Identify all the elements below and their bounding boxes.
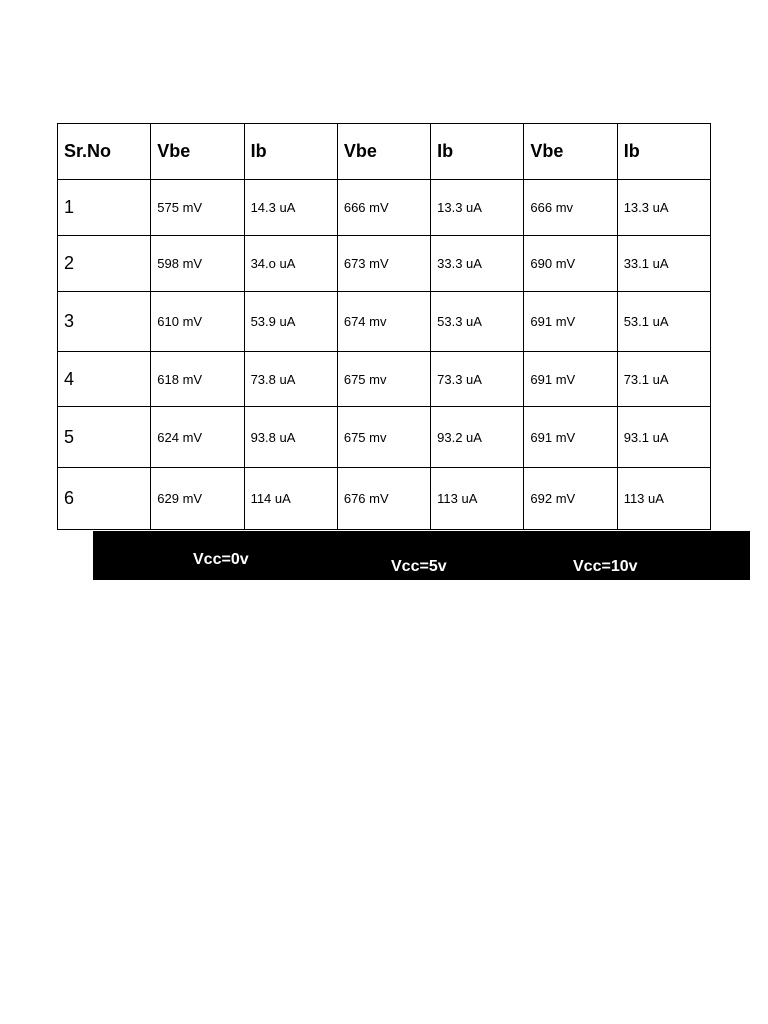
header-vbe-2: Vbe (337, 124, 430, 180)
header-sr-no: Sr.No (58, 124, 151, 180)
table-cell-sr-no: 6 (58, 468, 151, 530)
table-cell-sr-no: 2 (58, 236, 151, 292)
table-cell: 624 mV (151, 407, 244, 468)
table-row (58, 236, 711, 292)
table-cell: 93.8 uA (244, 407, 337, 468)
table-row (58, 352, 711, 407)
table-cell-sr-no: 1 (58, 180, 151, 236)
table-cell: 33.1 uA (617, 236, 710, 292)
table-cell: 692 mV (524, 468, 617, 530)
table-cell: 73.8 uA (244, 352, 337, 407)
caption-vcc-0v: Vcc=0v (193, 551, 249, 568)
table-cell: 676 mV (337, 468, 430, 530)
table-cell: 113 uA (431, 468, 524, 530)
header-vbe-1: Vbe (151, 124, 244, 180)
table-cell: 13.3 uA (431, 180, 524, 236)
table-cell: 53.3 uA (431, 292, 524, 352)
table-cell: 675 mv (337, 352, 430, 407)
table-cell: 666 mv (524, 180, 617, 236)
header-row (58, 124, 711, 180)
table-cell: 666 mV (337, 180, 430, 236)
header-ib-2: Ib (431, 124, 524, 180)
table-cell: 114 uA (244, 468, 337, 530)
table-cell: 690 mV (524, 236, 617, 292)
table-cell-sr-no: 4 (58, 352, 151, 407)
caption-vcc-10v: Vcc=10v (573, 558, 638, 575)
table-cell: 629 mV (151, 468, 244, 530)
header-ib-3: Ib (617, 124, 710, 180)
data-table (57, 123, 711, 530)
table-cell: 33.3 uA (431, 236, 524, 292)
table-cell: 73.1 uA (617, 352, 710, 407)
table-cell: 13.3 uA (617, 180, 710, 236)
table-cell: 610 mV (151, 292, 244, 352)
table-cell: 691 mV (524, 352, 617, 407)
table-cell: 34.o uA (244, 236, 337, 292)
table-cell-sr-no: 5 (58, 407, 151, 468)
caption-bar (93, 531, 750, 580)
table-cell: 691 mV (524, 407, 617, 468)
table-cell: 53.1 uA (617, 292, 710, 352)
caption-vcc-5v: Vcc=5v (391, 558, 447, 575)
table-cell: 691 mV (524, 292, 617, 352)
table-row (58, 407, 711, 468)
table-cell: 113 uA (617, 468, 710, 530)
table-cell: 93.1 uA (617, 407, 710, 468)
table-cell: 53.9 uA (244, 292, 337, 352)
table-cell: 14.3 uA (244, 180, 337, 236)
table-cell: 618 mV (151, 352, 244, 407)
table-cell: 673 mV (337, 236, 430, 292)
table-cell: 598 mV (151, 236, 244, 292)
table-cell: 93.2 uA (431, 407, 524, 468)
header-ib-1: Ib (244, 124, 337, 180)
table-cell: 73.3 uA (431, 352, 524, 407)
table-cell: 674 mv (337, 292, 430, 352)
table-row (58, 292, 711, 352)
table-cell: 675 mv (337, 407, 430, 468)
table-cell: 575 mV (151, 180, 244, 236)
header-vbe-3: Vbe (524, 124, 617, 180)
table-cell-sr-no: 3 (58, 292, 151, 352)
table-row (58, 180, 711, 236)
table-row (58, 468, 711, 530)
